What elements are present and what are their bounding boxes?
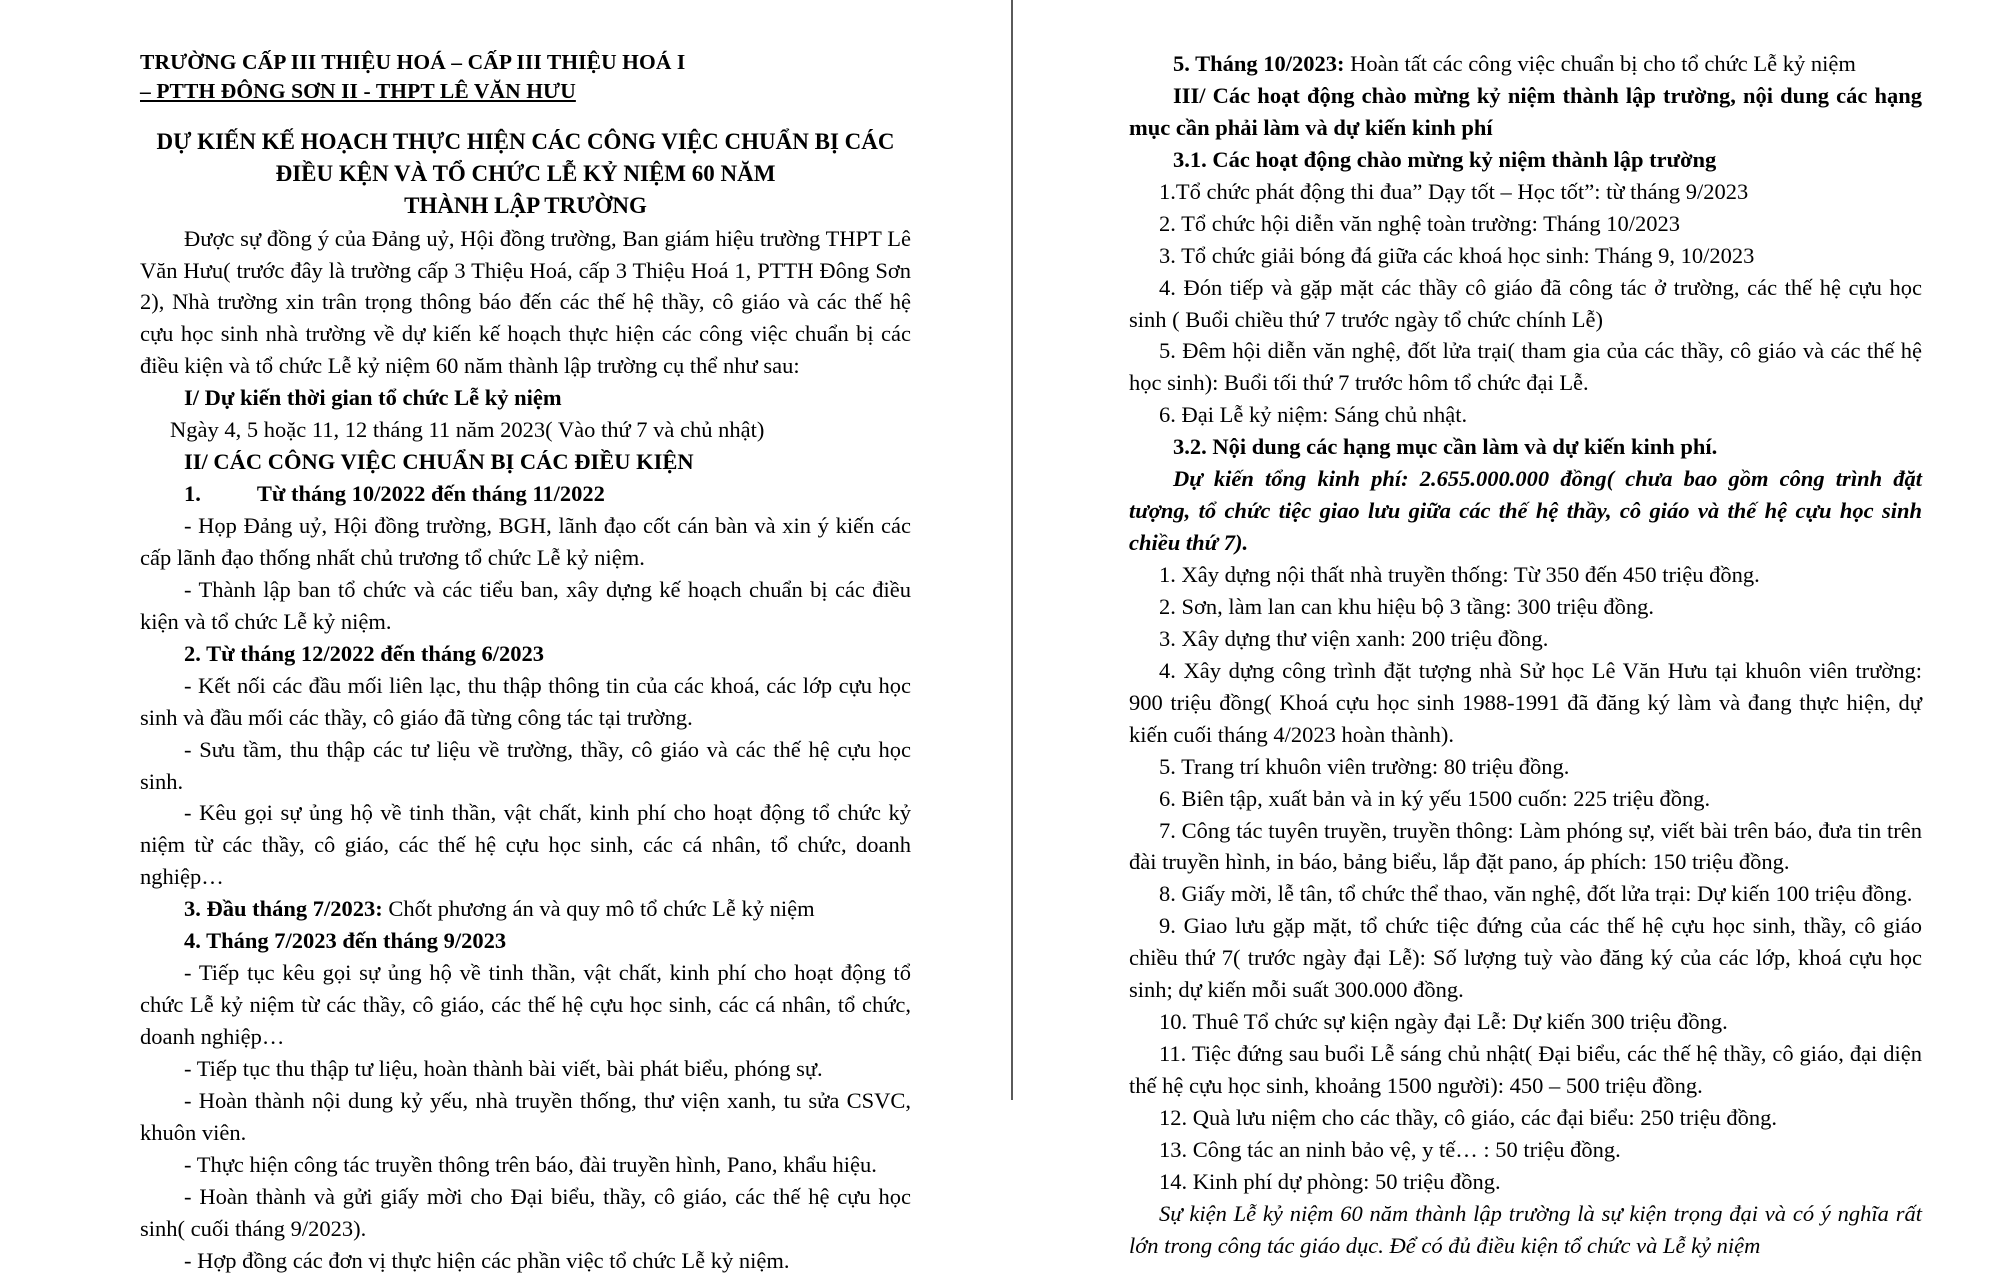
- budget-item-12: 12. Quà lưu niệm cho các thầy, cô giáo, các đại biểu: 250 triệu đồng.: [1159, 1104, 1778, 1130]
- document-title: [140, 126, 911, 223]
- item-2-heading: 2. Từ tháng 12/2022 đến tháng 6/2023: [184, 640, 545, 666]
- item-4c-text: - Hoàn thành nội dung kỷ yếu, nhà truyền thống, thư viện xanh, tu sửa CSVC, khuôn viên.: [140, 1087, 912, 1145]
- section-1-heading: I/ Dự kiến thời gian tổ chức Lễ kỷ niệm: [184, 385, 562, 411]
- activity-4: 4. Đón tiếp và gặp mặt các thầy cô giáo đã công tác ở trường, các thế hệ cựu học sinh ( Buổi chiều thứ 7 trước ngày tổ chức chính Lễ): [1129, 274, 1922, 332]
- budget-item-9: 9. Giao lưu gặp mặt, tổ chức tiệc đứng của các thế hệ cựu học sinh, thầy, cô giáo chiều thứ 7( trước ngày đại Lễ): Số lượng tuỳ vào đăng ký của các lớp, khoá cựu học sinh; dự kiến mỗi suất 300.000 đồng.: [1129, 913, 1922, 1003]
- column-divider: [1011, 0, 1019, 1100]
- budget-item-13: 13. Công tác an ninh bảo vệ, y tế… : 50 triệu đồng.: [1159, 1136, 1621, 1162]
- section-3-heading: III/ Các hoạt động chào mừng kỷ niệm thành lập trường, nội dung các hạng mục cần phải làm và dự kiến kinh phí: [1129, 82, 1922, 140]
- item-3-text: Chốt phương án và quy mô tổ chức Lễ kỷ niệm: [382, 896, 815, 922]
- document-header: [140, 48, 911, 106]
- item-5-heading: 5. Tháng 10/2023:: [1173, 51, 1345, 76]
- budget-item-3: 3. Xây dựng thư viện xanh: 200 triệu đồng.: [1159, 625, 1549, 651]
- section-1-text: Ngày 4, 5 hoặc 11, 12 tháng 11 năm 2023( Vào thứ 7 và chủ nhật): [170, 417, 765, 443]
- budget-item-4: 4. Xây dựng công trình đặt tượng nhà Sử học Lê Văn Hưu tại khuôn viên trường: 900 triệu đồng( Khoá cựu học sinh 1988-1991 đã đăng ký làm và đang thực hiện, dự kiến cuối tháng 4/2023 hoàn thành).: [1129, 657, 1922, 747]
- item-4a-text: - Tiếp tục kêu gọi sự ủng hộ về tinh thần, vật chất, kinh phí cho hoạt động tổ chức Lễ kỷ niệm từ các thầy, cô giáo, các thế hệ cựu học sinh, các cá nhân, tổ chức, doanh nghiệp…: [140, 960, 912, 1050]
- title-line-2: ĐIỀU KỆN VÀ TỔ CHỨC LỄ KỶ NIỆM 60 NĂM: [275, 161, 776, 187]
- header-line-2: [140, 77, 911, 106]
- activity-2: 2. Tổ chức hội diễn văn nghệ toàn trường: Tháng 10/2023: [1159, 210, 1681, 236]
- item-3-paragraph: [140, 893, 911, 925]
- budget-item-11: 11. Tiệc đứng sau buổi Lễ sáng chủ nhật( Đại biểu, các thế hệ thầy, cô giáo, đại diện thế hệ cựu học sinh, khoảng 1500 người): 450 – 500 triệu đồng.: [1129, 1041, 1922, 1098]
- item-5-paragraph: [1129, 48, 1922, 80]
- budget-item-10: 10. Thuê Tổ chức sự kiện ngày đại Lễ: Dự kiến 300 triệu đồng.: [1159, 1009, 1728, 1035]
- item-4b-text: - Tiếp tục thu thập tư liệu, hoàn thành bài viết, bài phát biểu, phóng sự.: [184, 1055, 823, 1081]
- budget-item-7: 7. Công tác tuyên truyền, truyền thông: Làm phóng sự, viết bài trên báo, đưa tin trên đài truyền hình, in báo, bảng biểu, lắp đặt pano, áp phích: 150 triệu đồng.: [1129, 817, 1922, 875]
- subsection-32-heading: 3.2. Nội dung các hạng mục cần làm và dự kiến kinh phí.: [1173, 434, 1718, 460]
- budget-item-14: 14. Kinh phí dự phòng: 50 triệu đồng.: [1159, 1168, 1501, 1194]
- right-column: [1019, 0, 2000, 1258]
- item-4-heading: 4. Tháng 7/2023 đến tháng 9/2023: [184, 928, 507, 954]
- item-1a-text: - Họp Đảng uỷ, Hội đồng trường, BGH, lãnh đạo cốt cán bàn và xin ý kiến các cấp lãnh đạo thống nhất chủ trương tổ chức Lễ kỷ niệm.: [140, 513, 912, 570]
- item-5-text: Hoàn tất các công việc chuẩn bị cho tổ chức Lễ kỷ niệm: [1344, 51, 1856, 76]
- budget-item-1: 1. Xây dựng nội thất nhà truyền thống: Từ 350 đến 450 triệu đồng.: [1159, 562, 1760, 587]
- item-4d-text: - Thực hiện công tác truyền thông trên báo, đài truyền hình, Pano, khẩu hiệu.: [184, 1151, 877, 1177]
- item-3-heading: 3. Đầu tháng 7/2023:: [184, 896, 383, 922]
- section-2-heading: II/ CÁC CÔNG VIỆC CHUẨN BỊ CÁC ĐIỀU KIỆN: [184, 449, 694, 475]
- activity-3: 3. Tổ chức giải bóng đá giữa các khoá học sinh: Tháng 9, 10/2023: [1159, 242, 1755, 268]
- subsection-31-heading: 3.1. Các hoạt động chào mừng kỷ niệm thành lập trường: [1173, 146, 1717, 172]
- title-line-1: DỰ KIẾN KẾ HOẠCH THỰC HIỆN CÁC CÔNG VIỆC CHUẨN BỊ CÁC: [156, 129, 895, 155]
- item-2a-text: - Kết nối các đầu mối liên lạc, thu thập thông tin của các khoá, các lớp cựu học sinh và đầu mối các thầy, cô giáo đã từng công tác tại trường.: [140, 672, 912, 730]
- item-2c-text: - Kêu gọi sự ủng hộ về tinh thần, vật chất, kinh phí cho hoạt động tổ chức kỷ niệm từ các thầy, cô giáo, các thế hệ cựu học sinh, các cá nhân, tổ chức, doanh nghiệp…: [140, 800, 912, 890]
- header-line-2-text: – PTTH ĐÔNG SƠN II - THPT LÊ VĂN HƯU: [140, 79, 576, 104]
- budget-item-5: 5. Trang trí khuôn viên trường: 80 triệu đồng.: [1159, 753, 1570, 779]
- budget-item-6: 6. Biên tập, xuất bản và in ký yếu 1500 cuốn: 225 triệu đồng.: [1159, 785, 1711, 811]
- header-line-1: TRƯỜNG CẤP III THIỆU HOÁ – CẤP III THIỆU HOÁ I: [140, 50, 686, 74]
- activity-6: 6. Đại Lễ kỷ niệm: Sáng chủ nhật.: [1159, 402, 1468, 428]
- item-4f-text: - Hợp đồng các đơn vị thực hiện các phần việc tổ chức Lễ kỷ niệm.: [184, 1247, 790, 1273]
- budget-item-2: 2. Sơn, làm lan can khu hiệu bộ 3 tầng: 300 triệu đồng.: [1159, 593, 1654, 619]
- item-1-heading: [140, 478, 911, 510]
- activity-5: 5. Đêm hội diễn văn nghệ, đốt lửa trại( tham gia của các thầy, cô giáo và các thế hệ học sinh): Buổi tối thứ 7 trước hôm tổ chức đại Lễ.: [1129, 338, 1922, 396]
- activity-1: 1.Tổ chức phát động thi đua” Dạy tốt – Học tốt”: từ tháng 9/2023: [1159, 178, 1749, 204]
- title-line-3: THÀNH LẬP TRƯỜNG: [404, 193, 647, 219]
- item-1-label: Từ tháng 10/2022 đến tháng 11/2022: [256, 481, 605, 507]
- intro-paragraph: Được sự đồng ý của Đảng uỷ, Hội đồng trường, Ban giám hiệu trường THPT Lê Văn Hưu( trước đây là trường cấp 3 Thiệu Hoá, cấp 3 Thiệu Hoá 1, PTTH Đông Sơn 2), Nhà trường xin trân trọng thông báo đến các thế hệ thầy, cô giáo và các thế hệ cựu học sinh nhà trường về dự kiến kế hoạch thực hiện các công việc chuẩn bị các điều kiện và tổ chức Lễ kỷ niệm 60 năm thành lập trường cụ thể như sau:: [140, 225, 912, 379]
- item-2b-text: - Sưu tầm, thu thập các tư liệu về trường, thầy, cô giáo và các thế hệ cựu học sinh.: [140, 736, 912, 794]
- item-1-number: 1.: [184, 481, 201, 507]
- closing-paragraph: Sự kiện Lễ kỷ niệm 60 năm thành lập trường là sự kiện trọng đại và có ý nghĩa rất lớn trong công tác giáo dục. Để có đủ điều kiện tổ chức và Lễ kỷ niệm: [1129, 1200, 1922, 1258]
- item-4e-text: - Hoàn thành và gửi giấy mời cho Đại biểu, thầy, cô giáo, các thế hệ cựu học sinh( cuối tháng 9/2023).: [140, 1183, 912, 1241]
- budget-item-8: 8. Giấy mời, lễ tân, tổ chức thể thao, văn nghệ, đốt lửa trại: Dự kiến 100 triệu đồng.: [1159, 881, 1913, 907]
- budget-total-note: Dự kiến tổng kinh phí: 2.655.000.000 đồng( chưa bao gồm công trình đặt tượng, tổ chức tiệc giao lưu giữa các thế hệ thầy, cô giáo và thế hệ cựu học sinh chiều thứ 7).: [1129, 466, 1922, 556]
- item-1b-text: - Thành lập ban tổ chức và các tiểu ban, xây dựng kế hoạch chuẩn bị các điều kiện và tổ chức Lễ kỷ niệm.: [140, 576, 912, 634]
